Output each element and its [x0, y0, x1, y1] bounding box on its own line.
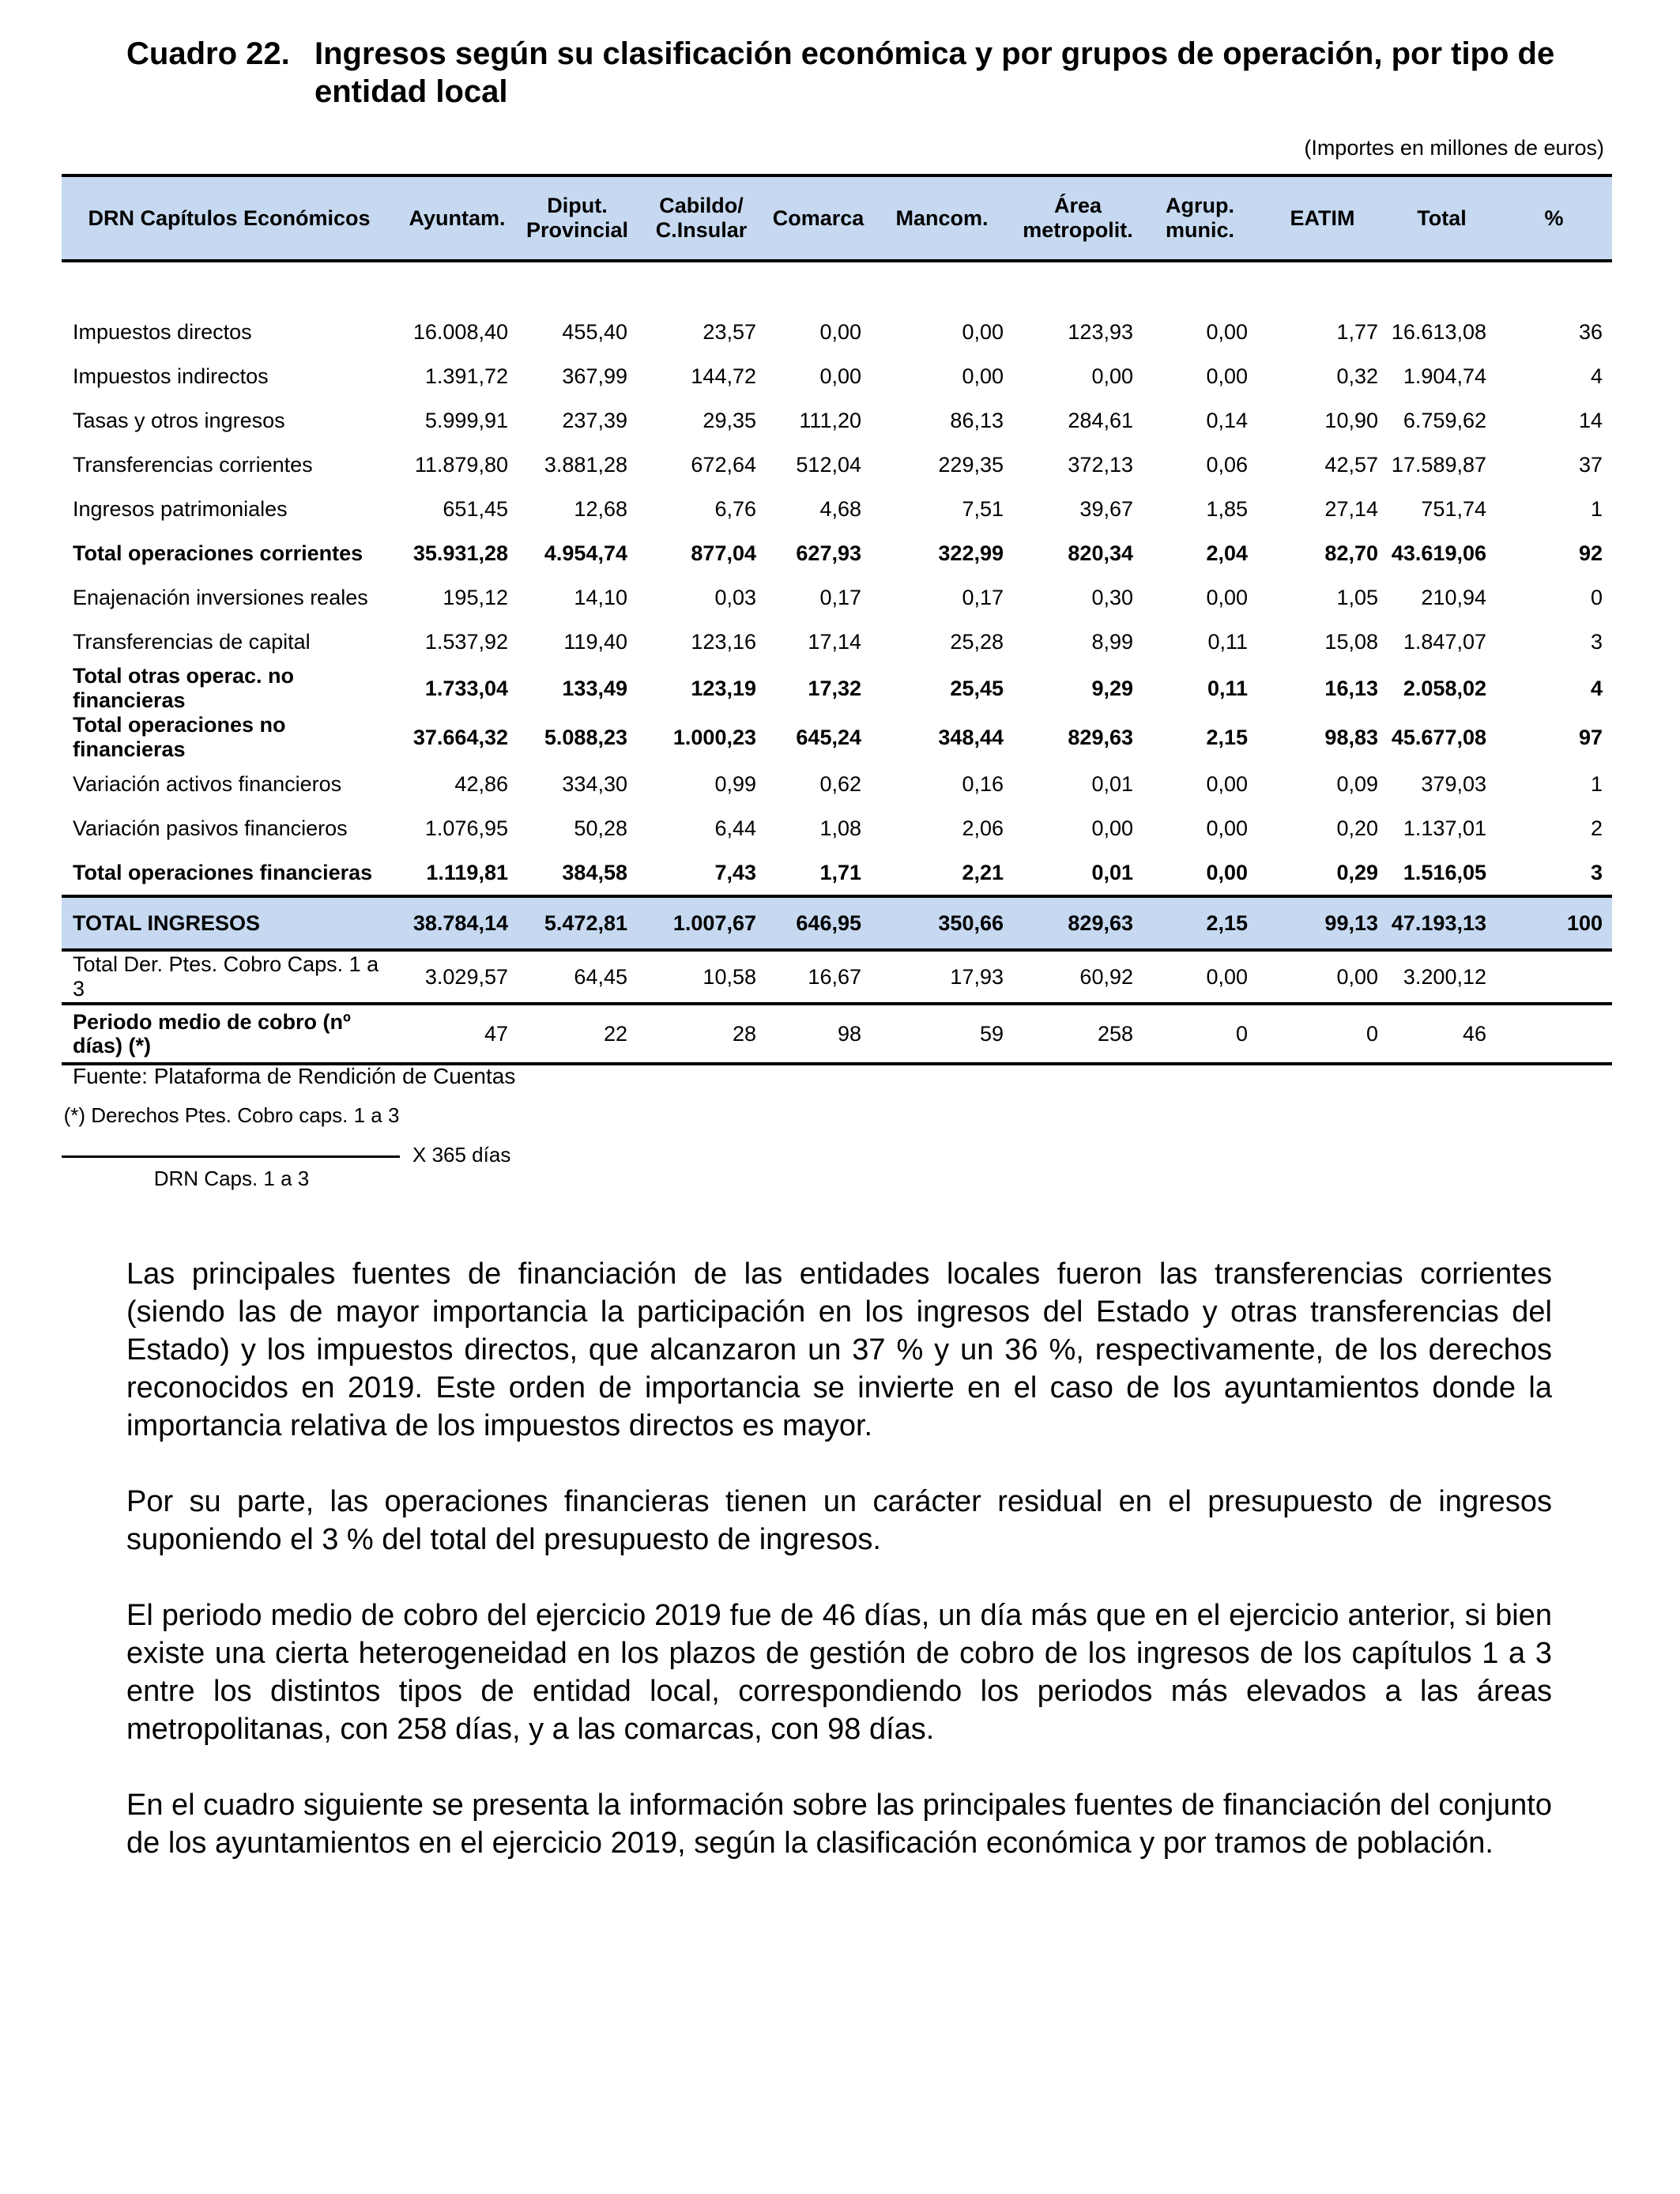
header-concept: DRN Capítulos Económicos	[62, 175, 397, 261]
row-label: Enajenación inversiones reales	[73, 585, 368, 609]
table-cell: 7,51	[962, 496, 1004, 521]
row-label: Total otras operac. no financieras	[73, 664, 295, 712]
table-cell: 0,17	[962, 585, 1004, 609]
table-cell: 0,11	[1207, 676, 1248, 700]
table-cell: 751,74	[1421, 496, 1486, 521]
table-cell: 2,06	[962, 816, 1004, 840]
table-cell: 6,76	[714, 496, 756, 521]
table-cell: 2,21	[962, 860, 1004, 884]
table-cell: 0,29	[1336, 860, 1378, 884]
table-cell: 15,08	[1324, 629, 1378, 654]
table-row	[62, 443, 1612, 487]
table-cell: 384,58	[562, 860, 627, 884]
table-cell: 3.200,12	[1388, 950, 1496, 1004]
table-cell: 6.759,62	[1403, 408, 1486, 432]
table-cell: 38.784,14	[397, 896, 518, 950]
table-cell: 0	[1257, 1004, 1388, 1064]
table-cell: 455,40	[562, 319, 627, 344]
column-header: %	[1496, 175, 1612, 261]
table-cell: 5.088,23	[544, 725, 627, 749]
table-cell: 0,17	[819, 585, 861, 609]
table-cell: 1.733,04	[424, 676, 508, 700]
table-cell: 2,15	[1143, 896, 1257, 950]
table-row	[62, 575, 1612, 620]
table-cell: 39,67	[1079, 496, 1133, 521]
table-cell: 98,83	[1324, 725, 1378, 749]
table-cell: 46	[1388, 1004, 1496, 1064]
table-cell: 22	[518, 1004, 637, 1064]
table-cell: 47.193,13	[1388, 896, 1496, 950]
table-cell: 9,29	[1091, 676, 1133, 700]
table-cell: 0,00	[819, 364, 861, 388]
column-header: Agrup. munic.	[1143, 175, 1257, 261]
table-cell: 42,86	[454, 771, 508, 796]
table-cell: 0,30	[1091, 585, 1133, 609]
table-cell: 119,40	[563, 629, 627, 654]
table-cell: 350,66	[871, 896, 1013, 950]
table-cell: 0,00	[1206, 771, 1248, 796]
table-cell: 37.664,32	[412, 725, 508, 749]
table-cell: 123,16	[691, 629, 756, 654]
table-cell: 29,35	[703, 408, 756, 432]
table-cell: 2	[1590, 816, 1603, 840]
table-cell: 0,00	[1206, 319, 1248, 344]
table-row	[62, 896, 1612, 950]
table-cell: 17,14	[808, 629, 861, 654]
table-cell: 92	[1578, 541, 1603, 565]
table-row	[62, 850, 1612, 896]
table-cell	[1496, 950, 1612, 1004]
paragraph: Las principales fuentes de financiación de las entidades locales fueron las transferencias corrientes (siendo las de mayor importancia la participación en los ingresos del Estado y otras transferencias del Estado) y los impuestos directos, que alcanzaron un 37 % y un 36 %, respectivamente, de los derechos reconocidos en 2019. Este orden de importancia se invierte en el caso de los ayuntamientos donde la importancia relativa de los impuestos directos es mayor.	[126, 1257, 1552, 1442]
table-cell: 820,34	[1068, 541, 1133, 565]
table-cell: 372,13	[1068, 452, 1133, 477]
table-cell: 0,32	[1336, 364, 1378, 388]
table-cell: 1.076,95	[424, 816, 508, 840]
table-cell: 0,00	[1206, 816, 1248, 840]
table-cell: 8,99	[1091, 629, 1133, 654]
table-cell: 10,58	[637, 950, 766, 1004]
table-cell: 0,03	[714, 585, 756, 609]
table-cell: 829,63	[1068, 725, 1133, 749]
table-cell: 27,14	[1324, 496, 1378, 521]
source-note: Fuente: Plataforma de Rendición de Cuentas	[73, 1064, 516, 1088]
row-label: Total operaciones corrientes	[73, 541, 363, 565]
table-cell: 0,00	[1091, 364, 1133, 388]
paragraph: En el cuadro siguiente se presenta la información sobre las principales fuentes de financiación del conjunto de los ayuntamientos en el ejercicio 2019, según la clasificación económica y por tramos de población.	[126, 1789, 1552, 1860]
table-cell: 672,64	[691, 452, 756, 477]
row-label: Ingresos patrimoniales	[73, 496, 288, 521]
table-cell: 16.008,40	[412, 319, 508, 344]
table-cell: 1,08	[819, 816, 861, 840]
table-cell: 2,15	[1206, 725, 1248, 749]
table-cell: 3.881,28	[544, 452, 627, 477]
table-row	[62, 664, 1612, 713]
table-cell: 0,00	[1143, 950, 1257, 1004]
table-cell: 4	[1590, 676, 1603, 700]
table-cell: 0,62	[819, 771, 861, 796]
table-cell: 877,04	[691, 541, 756, 565]
table-cell: 25,28	[950, 629, 1004, 654]
units-note: (Importes en millones de euros)	[1304, 136, 1604, 160]
table-cell: 0,00	[1206, 860, 1248, 884]
table-cell: 1,71	[819, 860, 861, 884]
table-cell: 651,45	[443, 496, 508, 521]
table-cell: 6,44	[714, 816, 756, 840]
caption-text: Ingresos según su clasificación económica y por grupos de operación, por tipo de entidad local	[315, 36, 1555, 109]
table-cell: 123,93	[1068, 319, 1133, 344]
table-cell: 210,94	[1421, 585, 1486, 609]
table-cell: 17,93	[871, 950, 1013, 1004]
row-label: Impuestos indirectos	[73, 364, 269, 388]
table-cell: 0,00	[962, 319, 1004, 344]
table-cell: 0,00	[1206, 585, 1248, 609]
row-label: Total operaciones financieras	[73, 860, 373, 884]
table-cell: 0,99	[714, 771, 756, 796]
table-cell: 237,39	[562, 408, 627, 432]
table-cell: 322,99	[938, 541, 1004, 565]
table-cell: 646,95	[766, 896, 871, 950]
table-cell: 3	[1590, 860, 1603, 884]
table-cell: 627,93	[796, 541, 861, 565]
table-cell: 14	[1578, 408, 1603, 432]
table-cell: 379,03	[1421, 771, 1486, 796]
table-cell: 645,24	[796, 725, 861, 749]
table-cell: 0,09	[1336, 771, 1378, 796]
table-cell: 4	[1590, 364, 1603, 388]
table-cell: 1,05	[1336, 585, 1378, 609]
table-cell: 258	[1013, 1004, 1143, 1064]
table-cell: 98	[766, 1004, 871, 1064]
caption-number: Cuadro 22.	[126, 36, 290, 71]
table-cell: 348,44	[938, 725, 1004, 749]
row-label: Total operaciones no financieras	[73, 713, 286, 761]
column-header: Cabildo/ C.Insular	[637, 175, 766, 261]
column-header: Comarca	[766, 175, 871, 261]
row-label: Variación pasivos financieros	[73, 816, 348, 840]
table-row	[62, 487, 1612, 531]
table-cell: 1.847,07	[1403, 629, 1486, 654]
table-cell: 16.613,08	[1391, 319, 1486, 344]
row-label: Impuestos directos	[73, 319, 252, 344]
row-label: TOTAL INGRESOS	[62, 896, 397, 950]
table-cell: 123,19	[691, 676, 756, 700]
table-cell: 1.904,74	[1403, 364, 1486, 388]
table-cell: 1.516,05	[1403, 860, 1486, 884]
table-cell: 16,67	[766, 950, 871, 1004]
table-cell: 195,12	[443, 585, 508, 609]
table-cell: 47	[397, 1004, 518, 1064]
table-row	[62, 713, 1612, 762]
column-header: Área metropolit.	[1013, 175, 1143, 261]
table-cell: 25,45	[950, 676, 1004, 700]
table-cell: 0	[1590, 585, 1603, 609]
spacer-cell	[62, 261, 1612, 310]
table-cell: 35.931,28	[412, 541, 508, 565]
table-cell: 0,00	[962, 364, 1004, 388]
table-cell: 82,70	[1324, 541, 1378, 565]
table-cell: 60,92	[1013, 950, 1143, 1004]
table-cell: 45.677,08	[1391, 725, 1486, 749]
column-header: Diput. Provincial	[518, 175, 637, 261]
paragraph: Por su parte, las operaciones financieras tienen un carácter residual en el presupuesto de ingresos suponiendo el 3 % del total del presupuesto de ingresos.	[126, 1485, 1552, 1556]
table-cell: 64,45	[518, 950, 637, 1004]
table-cell: 37	[1578, 452, 1603, 477]
formula-denominator: DRN Caps. 1 a 3	[153, 1167, 310, 1190]
formula-fraction-line	[62, 1155, 400, 1158]
body-text	[126, 1255, 1552, 1900]
table-cell: 42,57	[1324, 452, 1378, 477]
column-header: Total	[1388, 175, 1496, 261]
table-cell: 1.119,81	[426, 860, 508, 884]
table-cell: 97	[1578, 725, 1603, 749]
table-cell: 1.537,92	[424, 629, 508, 654]
table-row	[62, 950, 1612, 1004]
table-cell: 334,30	[562, 771, 627, 796]
table-cell: 2.058,02	[1403, 676, 1486, 700]
formula-numerator: (*) Derechos Ptes. Cobro caps. 1 a 3	[63, 1103, 400, 1127]
table-cell: 17.589,87	[1391, 452, 1486, 477]
row-label: Tasas y otros ingresos	[73, 408, 285, 432]
table-cell: 1,77	[1336, 319, 1378, 344]
spacer-row	[62, 261, 1612, 310]
row-label: Periodo medio de cobro (nº días) (*)	[62, 1004, 397, 1064]
table-cell: 1	[1590, 771, 1603, 796]
table-cell: 0	[1143, 1004, 1257, 1064]
table-row	[62, 806, 1612, 850]
table-cell: 0,00	[1091, 816, 1133, 840]
table-row	[62, 310, 1612, 354]
table-cell: 28	[637, 1004, 766, 1064]
table-cell: 0,01	[1091, 771, 1133, 796]
table-cell: 1.007,67	[637, 896, 766, 950]
table-cell: 229,35	[938, 452, 1004, 477]
table-cell: 0,16	[962, 771, 1004, 796]
table-cell: 59	[871, 1004, 1013, 1064]
table-cell: 367,99	[562, 364, 627, 388]
table-cell: 17,32	[808, 676, 861, 700]
table-row	[62, 762, 1612, 806]
table-cell: 111,20	[799, 408, 861, 432]
table-cell: 0,01	[1091, 860, 1133, 884]
table-cell: 0,11	[1207, 629, 1248, 654]
column-header: Ayuntam.	[397, 175, 518, 261]
table-header-row	[62, 175, 1612, 261]
table-row	[62, 1004, 1612, 1064]
formula-multiplier: X 365 días	[412, 1143, 511, 1167]
table-cell: 0,20	[1336, 816, 1378, 840]
table-cell: 5.472,81	[518, 896, 637, 950]
table-cell: 1.391,72	[424, 364, 508, 388]
column-header: EATIM	[1257, 175, 1388, 261]
table-cell: 2,04	[1206, 541, 1248, 565]
table-cell: 1.000,23	[672, 725, 756, 749]
table-cell: 14,10	[574, 585, 627, 609]
table-cell: 100	[1496, 896, 1612, 950]
table-cell: 99,13	[1257, 896, 1388, 950]
table-cell: 133,49	[562, 676, 627, 700]
table-cell: 86,13	[950, 408, 1004, 432]
table-cell: 0,00	[819, 319, 861, 344]
table-row	[62, 398, 1612, 443]
table-cell: 43.619,06	[1391, 541, 1486, 565]
table-cell: 0,06	[1206, 452, 1248, 477]
table-cell: 0,00	[1206, 364, 1248, 388]
table-cell: 284,61	[1068, 408, 1133, 432]
table-row	[62, 354, 1612, 398]
table-cell: 1.137,01	[1403, 816, 1486, 840]
row-label: Total Der. Ptes. Cobro Caps. 1 a 3	[62, 950, 397, 1004]
paragraph: El periodo medio de cobro del ejercicio 2019 fue de 46 días, un día más que en el ejercicio anterior, si bien existe una cierta heterogeneidad en los plazos de gestión de cobro de los ingresos de los capítulos 1 a 3 entre los distintos tipos de entidad local, correspondiendo los periodos más elevados a las áreas metropolitanas, con 258 días, y a las comarcas, con 98 días.	[126, 1599, 1552, 1746]
table-cell: 50,28	[574, 816, 627, 840]
table-cell: 10,90	[1324, 408, 1378, 432]
table-cell: 512,04	[796, 452, 861, 477]
table-cell: 16,13	[1324, 676, 1378, 700]
table-cell: 4,68	[819, 496, 861, 521]
row-label: Transferencias corrientes	[73, 452, 313, 477]
column-header: Mancom.	[871, 175, 1013, 261]
table-row	[62, 620, 1612, 664]
table-cell	[1496, 1004, 1612, 1064]
table-cell: 11.879,80	[414, 452, 508, 477]
table-cell: 1	[1590, 496, 1603, 521]
table-cell: 5.999,91	[424, 408, 508, 432]
table-cell: 0,14	[1206, 408, 1248, 432]
table-cell: 829,63	[1013, 896, 1143, 950]
table-cell: 23,57	[703, 319, 756, 344]
income-table	[62, 174, 1612, 1065]
table-cell: 7,43	[714, 860, 756, 884]
table-cell: 4.954,74	[544, 541, 627, 565]
table-cell: 36	[1578, 319, 1603, 344]
table-cell: 3.029,57	[397, 950, 518, 1004]
table-cell: 0,00	[1257, 950, 1388, 1004]
row-label: Variación activos financieros	[73, 771, 342, 796]
table-cell: 12,68	[574, 496, 627, 521]
table-cell: 1,85	[1206, 496, 1248, 521]
table-cell: 144,72	[691, 364, 756, 388]
table-row	[62, 531, 1612, 575]
table-cell: 3	[1590, 629, 1603, 654]
row-label: Transferencias de capital	[73, 629, 311, 654]
